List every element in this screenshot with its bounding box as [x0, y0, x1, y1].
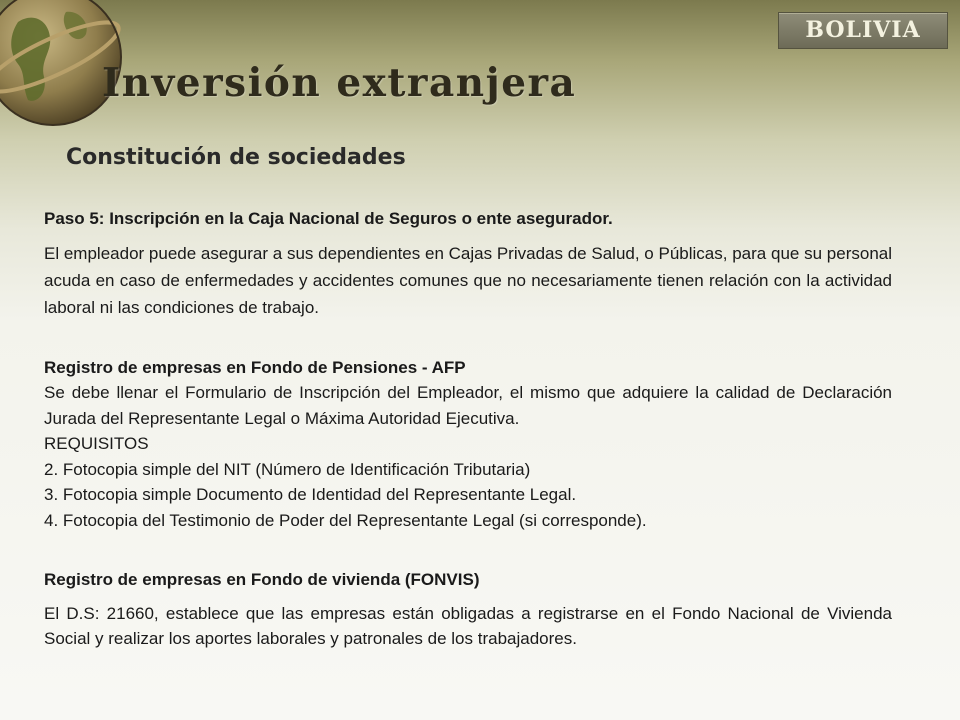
requisito-item: 2. Fotocopia simple del NIT (Número de Identificación Tributaria): [44, 459, 531, 479]
content-body: [44, 206, 892, 651]
requisito-item: 3. Fotocopia simple Documento de Identidad del Representante Legal.: [44, 485, 577, 504]
section2-body: Se debe llenar el Formulario de Inscripción del Empleador, el mismo que adquiere la calidad de Declaración Jurada del Representante Legal o Máxima Autoridad Ejecutiva.: [44, 383, 892, 428]
page-title: Inversión extranjera: [102, 60, 577, 106]
requisitos-label: REQUISITOS: [44, 434, 149, 453]
requisito-item: 4. Fotocopia del Testimonio de Poder del Representante Legal (si corresponde).: [44, 510, 647, 530]
section2-heading: Registro de empresas en Fondo de Pensiones - AFP: [44, 358, 466, 377]
section3-body: El D.S: 21660, establece que las empresas están obligadas a registrarse en el Fondo Nacional de Vivienda Social y realizar los aportes laborales y patronales de los trabajadores.: [44, 604, 892, 648]
country-badge: BOLIVIA: [778, 12, 948, 49]
page-subtitle: Constitución de sociedades: [66, 145, 406, 170]
section1-body: El empleador puede asegurar a sus dependientes en Cajas Privadas de Salud, o Públicas, para que su personal acuda en caso de enfermedades y accidentes comunes que no necesariamente tienen relación con la actividad laboral ni las condiciones de trabajo.: [44, 244, 892, 317]
section1-heading: Paso 5: Inscripción en la Caja Nacional de Seguros o ente asegurador.: [44, 209, 613, 228]
section3-heading: Registro de empresas en Fondo de vivienda (FONVIS): [44, 570, 480, 589]
